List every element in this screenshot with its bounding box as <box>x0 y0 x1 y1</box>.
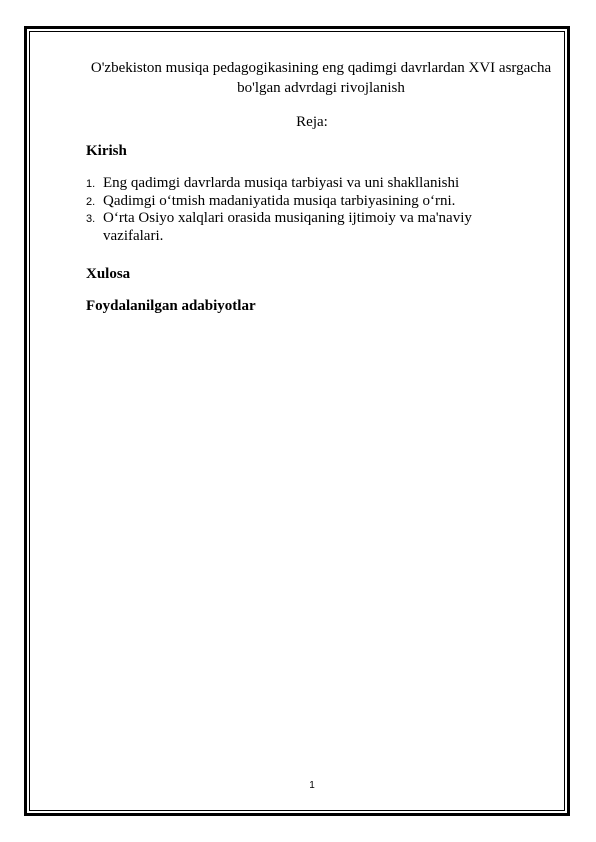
references-heading: Foydalanilgan adabiyotlar <box>86 298 256 314</box>
plan-label: Reja: <box>296 114 328 130</box>
document-title: O'zbekiston musiqa pedagogikasining eng qadimgi davrlardan XVI asrgacha bo'lgan advrdagi rivojlanish <box>90 60 552 96</box>
plan-item <box>86 210 526 245</box>
plan-item <box>86 175 526 193</box>
page-number: 1 <box>309 780 315 791</box>
plan-item-number: 2. <box>86 195 96 208</box>
plan-item-text: O‘rta Osiyo xalqlari orasida musiqaning ijtimoiy va ma'naviy vazifalari. <box>103 210 472 244</box>
intro-heading: Kirish <box>86 143 127 159</box>
conclusion-heading: Xulosa <box>86 266 131 282</box>
plan-list <box>86 175 526 245</box>
plan-item-text: Eng qadimgi davrlarda musiqa tarbiyasi va uni shakllanishi <box>103 175 460 191</box>
plan-item-number: 1. <box>86 178 96 190</box>
plan-item-number: 3. <box>86 213 96 225</box>
plan-item-text: Qadimgi o‘tmish madaniyatida musiqa tarbiyasining o‘rni. <box>103 192 456 209</box>
plan-item <box>86 193 526 211</box>
